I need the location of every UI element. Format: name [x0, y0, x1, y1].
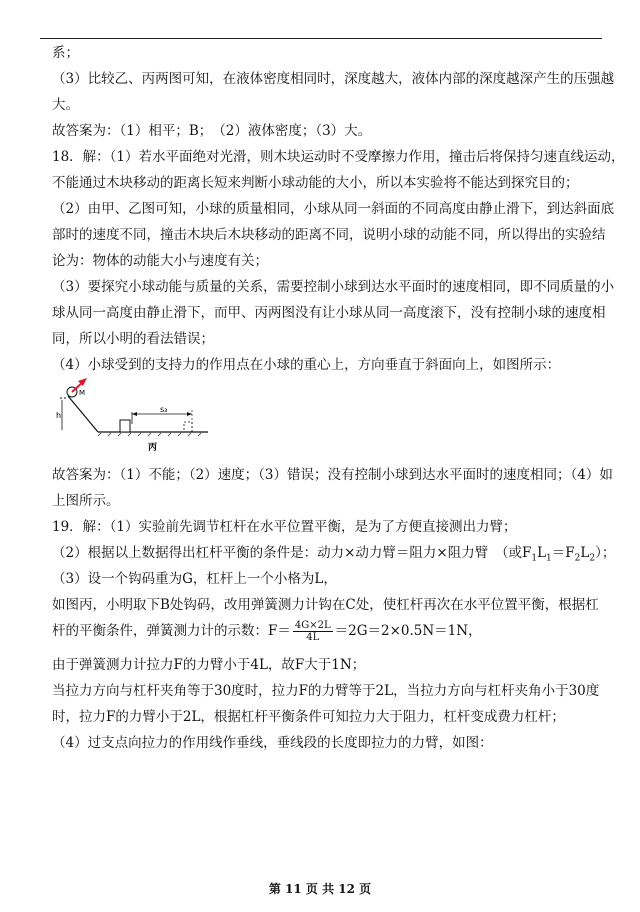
incline-figure	[56, 378, 226, 454]
lever-condition-line: （2）根据以上数据得出杠杆平衡的条件是：动力×动力臂＝阻力×阻力臂 （或$F_1L_1=F_2L_2$）；	[52, 545, 616, 564]
distance-label: s₃	[160, 405, 168, 414]
text-line: 大。	[52, 97, 79, 113]
text-line: 同，所以小明的看法错误；	[52, 331, 214, 347]
text-line: 如图丙，小明取下B处钩码，改用弹簧测力计钩在C处，使杠杆再次在水平位置平衡，根据杠	[52, 597, 599, 613]
text-line: 不能通过木块移动的距离长短来判断小球动能的大小，所以本实验将不能达到探究目的；	[52, 175, 579, 191]
question-19-heading: 19．解：（1）实验前先调节杠杆在水平位置平衡，是为了方便直接测出力臂；	[52, 519, 517, 535]
answer-line: 故答案为：（1）不能；（2）速度；（3）错误；没有控制小球到达水平面时的速度相同；（4）如	[52, 467, 613, 483]
text-line: （4）小球受到的支持力的作用点在小球的重心上，方向垂直于斜面向上，如图所示：	[52, 357, 561, 373]
fraction: $\frac{4G\times 2L}{4L}$	[294, 620, 331, 643]
height-label: h	[56, 411, 62, 420]
page-number: 第 11 页 共 12 页	[268, 882, 372, 896]
question-18-heading: 18．解：（1）若水平面绝对光滑，则木块运动时不受摩擦力作用，撞击后将保持匀速直线运动，	[52, 149, 625, 165]
text-line: 时，拉力F的力臂小于2L，根据杠杆平衡条件可知拉力大于阻力，杠杆变成费力杠杆；	[52, 709, 565, 725]
text-line: （4）过支点向拉力的作用线作垂线，垂线段的长度即拉力的力臂，如图：	[52, 735, 493, 751]
header-rule	[40, 38, 602, 39]
text-line: 部时的速度不同，撞击木块后木块移动的距离不同，说明小球的动能不同，所以得出的实验结	[52, 227, 606, 243]
answer-line: 故答案为：（1）相平；B； （2）液体密度；（3）大。	[52, 123, 372, 139]
figure-caption: 丙	[148, 443, 158, 453]
text-line: 系；	[52, 45, 79, 61]
text-line: （3）要探究小球动能与质量的关系，需要控制小球到达水平面时的速度相同，即不同质量的小	[52, 279, 615, 295]
text-line: （3）比较乙、丙两图可知，在液体密度相同时，深度越大，液体内部的深度越深产生的压强越	[52, 71, 615, 87]
text-line: 上图所示。	[52, 493, 120, 509]
text-line: 论为：物体的动能大小与速度有关；	[52, 253, 268, 269]
text-line: （2）由甲、乙图可知，小球的质量相同，小球从同一斜面的不同高度由静止滑下，到达斜面底	[52, 201, 615, 217]
text-line: 当拉力方向与杠杆夹角等于30度时，拉力F的力臂等于2L，当拉力方向与杠杆夹角小于30度	[52, 683, 600, 699]
formula-line: 杆的平衡条件，弹簧测力计的示数：F＝ $\frac{4G\times 2L}{4L}$ ＝2G＝2×0.5N＝1N，	[52, 620, 482, 643]
wooden-block	[120, 420, 130, 432]
text-line: （3）设一个钩码重为G，杠杆上一个小格为L，	[52, 571, 337, 587]
ball-label: M	[79, 389, 86, 397]
text-line: 由于弹簧测力计拉力F的力臂小于4L，故F大于1N；	[52, 657, 366, 673]
text-line: 球从同一高度由静止滑下，而甲、丙两图没有让小球从同一高度滚下，没有控制小球的速度相	[52, 305, 606, 321]
